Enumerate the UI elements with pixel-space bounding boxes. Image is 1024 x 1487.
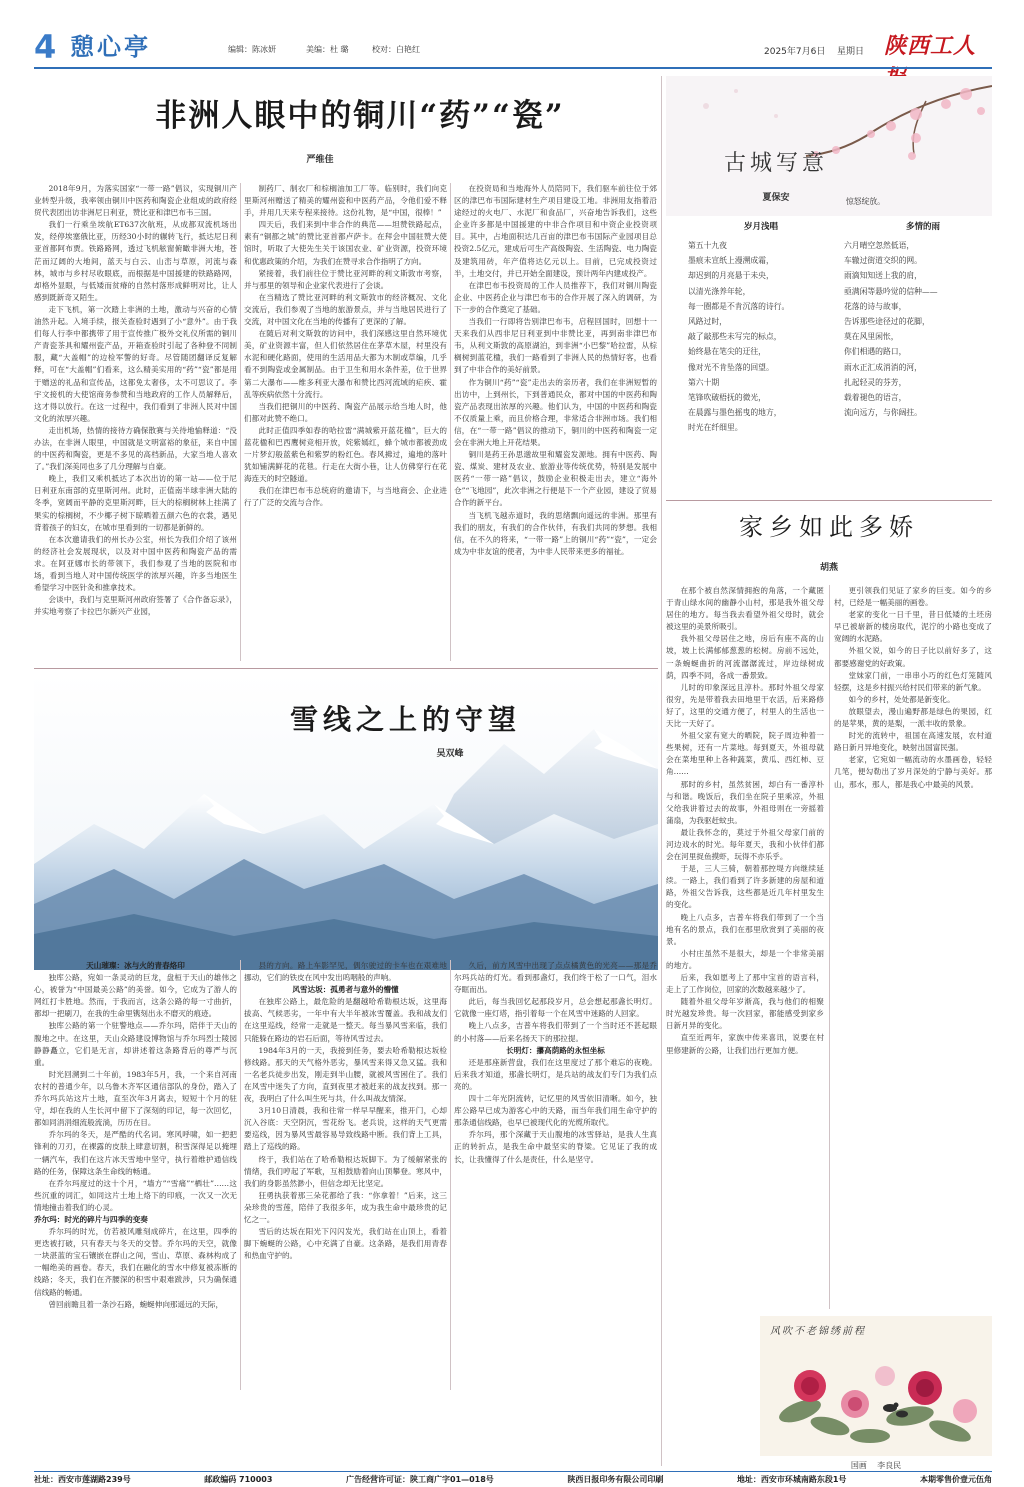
article2-title: 雪线之上的守望 [290, 703, 522, 736]
article2-author: 吴双峰 [436, 749, 464, 759]
article1-col2: 制药厂、制衣厂和棕榈油加工厂等。临别时，我们向克里斯河州赠送了精美的耀州瓷和中医药产品，令他们爱不释手，并用几天来专程来接待。这份礼物，是“中国，很棒！” 四天后，我们来到中非合作的典范——坦赞铁路起点，素有“铜都之城”的赞比亚首都卢萨卡。在拜会中国驻赞大使馆时，听取了大使先生关于该国农业、矿业资源，投资环境和优惠政策的介绍，为我们在赞寻求合作指明了方向。 紧接着，我们前往位于赞比亚河畔的利文斯敦市考察，并与那里的领导和企业家代表进行了会谈。 在当精选了赞比亚河畔的利文斯敦市的经济概况、文化交流后，我们参观了当地的旅游景点，并与当地居民进行了交流，对中国文化在当地的传播有了更深的了解。 在随后对利文斯敦的访问中，我们深感这里自然环境优美，矿业资源丰富，但人们依然居住在茅草木屋，村里没有水泥和硬化路面，使用的生活用品大都为木制或草编，几乎看不到陶瓷或金属制品。由于卫生和用水条件差，位于世界第二大瀑布——维多利亚大瀑布和赞比西河流域的疟疾、霍乱等疾病依然十分流行。 当我们把铜川的中医药、陶瓷产品展示给当地人时，他们都对此赞不绝口。 此时正值四季如春的哈拉雷“满城紫开蓝花楹”，巨大的蓝花楹和巴西鹰树竞相开放，姹紫嫣红，蜂个城市都被劲成一片梦幻般蓝紫色和紫罗的粉红色。春风拂过，遍地的落叶犹如铺满鲜花的花毯。行走在大街小巷，让人仿佛穿行在花海连天的时空隧道。 我们在津巴布韦总统府的邀请下，与当地商会、企业进行了广泛的交流与合作。 [244, 184, 447, 508]
column-divider [240, 183, 241, 661]
poem2-title: 多情的雨 [905, 222, 940, 232]
page-number: 4 [34, 28, 57, 66]
poem1-title: 岁月浅唱 [743, 222, 778, 232]
footer-print-address: 地址：西安市环城南路东段1号 [736, 1475, 847, 1484]
article1-col3: 在投资局和当地海外人员陪同下，我们驱车前往位于郊区的津巴布韦国际建材生产项目建设工地。非洲用友指着沿途经过的火电厂、水泥厂和食品厂，兴奋地告诉我们，这些企业许多都是中国援建的中非合作项目和中资企业投资项目。其中，占地面积达几百亩的津巴布韦国际产业园项目总投资2.5亿元，建成后可生产高级陶瓷、生活陶瓷、电力陶瓷及建筑用砖，年产值将达亿元以上。目前，已完成投资过半，土地交付，并已开始全面建设，预计两年内建成投产。 在津巴布韦投资局的工作人员推荐下，我们对铜川陶瓷企业、中医药企业与津巴布韦的合作开展了深入的调研，为下一步的合作奠定了基础。 当我们一行即将告别津巴布韦，启程回国时，回想十一天来我们从西非尼日利亚到中非赞比亚，再到南非津巴布韦，从利文斯敦的高原湖泊，到非洲“小巴黎”哈拉雷，从棕榈树到蓝花楹，我们一路看到了非洲人民的热情好客，也看到了中非合作的美好前景。 作为铜川“药”“瓷”走出去的亲历者，我们在非洲短暂的出访中，上到州长，下到普通民众，都对中国的中医药和陶瓷产品表现出浓厚的兴趣。他们认为，中国的中医药和陶瓷不仅质量上乘，而且价格合理，非常适合非洲市场。我们相信，在“一带一路”倡议的推动下，铜川的中医药和陶瓷一定会在非洲大地上开花结果。 铜川是药王孙思邈故里和耀瓷发源地。拥有中医药、陶瓷、煤炭、建材及农业、旅游业等传统优势，特别是发展中医药“一带一路”倡议，鼓励企业积极走出去，建立“海外仓”“飞地园”，此次非洲之行便是下一个产业园，建设了贸易合作的新平台。 当飞机飞越赤道时，我的思绪飘向遥远的非洲。那里有我们的朋友，有我们的合作伙伴，有我们共同的梦想。我相信，在不久的将来，“一带一路”上的铜川“药”“瓷”，一定会成为中非友谊的使者，为中非人民带来更多的福祉。 [454, 184, 657, 556]
designer-credit: 美编：杜 璐 [306, 45, 349, 54]
article1-title: 非洲人眼中的铜川“药”“瓷” [155, 98, 565, 134]
poem-column-title: 古城写意 [723, 151, 828, 176]
article3-col1: 在那个被自然深情拥抱的角落，一个藏匿于青山绿水间的幽静小山村，那是我外祖父母居住的地方。每当我去看望外祖父母时，就会被这里的美景所吸引。 我外祖父母居住之地，房后有座不高的山坡，坡上长满郁郁葱葱的松树。房前不远处，一条蜿蜒曲折的河流潺潺流过，岸边绿树成荫，四季不同，各成一番景致。 儿时的印象深远且淳朴。那时外祖父母家很穷，先是带着我去田地里干农活，后来路修好了，这里的交通方便了，村里人的生活也一天比一天好了。 外祖父家有宽大的晒院，院子周边种着一些果树，还有一片菜地。每到夏天，外祖母就会在菜地里种上各种蔬菜，黄瓜、西红柿、豆角…… 那时的乡村，虽然贫困，却白有一番淳朴与和谐。晚饭后，我们坐在院子里乘凉，外祖父给我讲着过去的故事，外祖母则在一旁摇着蒲扇，为我驱赶蚊虫。 最让我怀念的，莫过于外祖父母家门前的河边戏水的时光。每年夏天，我和小伙伴们都会在河里捉鱼摸虾，玩得不亦乐乎。 于是，三人三骑，朝着那控堤方向继续延续。一路上，我们看到了许多新建的房屋和道路，外祖父告诉我，这些都是近几年村里发生的变化。 晚上八点多，吉普车将我们带到了一个当地有名的景点，我们在那里欣赏到了美丽的夜景。 小村庄虽然不是很大，却是一个非常美丽的地方。 后来，我如愿考上了那中宝首的语言科，走上了工作岗位，回家的次数越来越少了。 随着外祖父母年岁渐高，我与他们的相聚时光越发珍贵。每一次回家，都能感受到家乡日新月异的变化。 直至近两年，家族中传来喜讯，说要在村里修建新的公路，让我们出行更加方便。 [666, 586, 824, 1055]
painting-inscription: 风吹不老锦绣前程 [770, 1326, 866, 1337]
footer-rule [34, 1471, 992, 1472]
column-divider [661, 76, 662, 1466]
footer-license: 广告经营许可证：陕工商广字01—018号 [345, 1475, 494, 1484]
article2-col1: 天山璀璨：冰与火的青春烙印 独库公路，宛如一条灵动的巨龙，盘桓于天山的雄伟之心，被誉为“中国最美公路”的美誉。如今，它成为了游人的网红打卡胜地。然而，于我而言，这条公路的每一寸曲折，都却一把刷刀，在我的生命里镌刻出永不磨灭的痕迹。 独库公路的第一个驻警地点——乔尔玛，陪伴于天山的腹地之中。在这里，天山众路建设博物馆与乔尔玛烈士陵园静静矗立，它们是无言，却讲述着这条路背后的尊严与沉重。 时光回溯到二十年前，1983年5月，我，一个来自河南农村的普通少年，以乌鲁木齐军区通信部队的身份，踏入了乔尔玛兵站这片土地，直至次年3月离去，短短十个月的驻守，却在我的人生长河中留下了深刻的印记，每一次回忆，都如同涓涓细流般流淌，历历在目。 乔尔玛的冬天，是严酷的代名词。寒风呼啸，如一把把锋利的刀刃，在裸露的皮肤上肆意切割，积雪深得足以掩埋一辆汽车，我们在这片冰天雪地中坚守，执行着维护通信线路的任务，保障这条生命线的畅通。 在乔尔玛度过的这十个月，“墙方”“雪痛”“栖壮”……这些沉重的词汇，如同这片土地上烙下的印痕，一次又一次无情地撞击着我们的心灵。 乔尔玛：时光的碎片与四季的变奏 乔尔玛的时光，仿若被风雕刻成碎片，在这里，四季的更迭被打破，只有春天与冬天的交替。乔尔玛的天空，就像一块湛蓝的宝石镶嵌在群山之间，雪山、草原、森林构成了一幅绝美的画卷。春天，我们在融化的雪水中修复被冻断的线路；冬天，我们在齐腰深的积雪中艰难跋涉，只为确保通信线路的畅通。 曾回前瞻且着一条沙石路，蜿蜒伸向那遥远的天际， [34, 961, 237, 1309]
issue-weekday: 星期日 [837, 47, 865, 57]
poem2-body: 六月晴空忽然低语， 车辙过街道交织的网。 雨滴知知送上我的肩， 亟满闲等悬吟觉的信种—— 花落的诗与故事， 告诉那些途径过的花脚， 莫在风里闲怅， 你们相遇的路口， 雨水正汇成消消的河， 扎起轻灵的芬芳， 载着褪色的语言， 流向远方，与你阔拄。 [844, 241, 938, 418]
column-divider [829, 585, 830, 1309]
section-divider [34, 668, 658, 669]
masthead [34, 30, 992, 66]
painting-caption [760, 1460, 992, 1471]
poem1-tail: 惊怒绽放。 [846, 197, 885, 206]
proof-credit: 校对：白艳红 [372, 45, 420, 54]
footer-address: 社址：西安市莲湖路239号 [34, 1475, 131, 1484]
issue-date: 2025年7月6日 [764, 47, 826, 57]
footer [34, 1474, 992, 1486]
page-name: 憩心亭 [70, 32, 151, 61]
article2-col3: 久后，前方风雪中出现了点点橘黄色的光亮——那是乔尔玛兵站的灯光。看到那盏灯，我们终于松了一口气，泪水夺眶而出。 此后，每当我回忆起那段岁月，总会想起那盏长明灯。它就像一座灯塔，指引着每一个在风雪中迷路的人回家。 晚上八点多，吉普车将我们带到了一个当时还不甚起眼的小村落——后来名扬天下的那拉提。 长明灯：攥高荫路的永恒坐标 还是那座新营盘，我们在这里度过了那个难忘的夜晚。后来我才知道，那盏长明灯，是兵站的战友们专门为我们点亮的。 四十二年光阴流转，记忆里的风雪依旧清晰。如今，独库公路早已成为游客心中的天路，而当年我们用生命守护的那条通信线路，也早已被现代化的光缆所取代。 乔尔玛，那个深藏于天山腹地的冰雪驿站，是我人生真正的转折点，是我生命中最坚实的脊梁。它见证了我的成长，让我懂得了什么是责任，什么是坚守。 [454, 961, 657, 1164]
peony-painting [760, 1316, 992, 1456]
column-divider [450, 183, 451, 661]
footer-printer: 陕西日报印务有限公司印刷 [567, 1475, 664, 1484]
article3-author: 胡燕 [819, 563, 838, 573]
article1-col1: 2018年9月，为落实国家“一带一路”倡议，实现铜川产业转型升级，我率领由铜川中医药和陶瓷企业组成的政府经贸代表团出访非洲尼日利亚，赞比亚和津巴布韦三国。 我们一行乘坐埃航ET637次航班，从成都双流机场出发，经停埃塞俄比亚，历经30小时的辗转飞行，抵达尼日利亚首都阿布贾。铁路路网，透过飞机舷窗俯瞰非洲大地，苍茫而辽阔的大地间，蓝天与白云、山峦与草原，河流与森林，城市与乡村尽收眼底，而根据是中国援建的铁路路网，却格外显眼，与低矮而贫瘠的自然村落形成鲜明对比，让人感到既新奇又陌生。 走下飞机，第一次踏上非洲的土地，激动与兴奋的心情油然升起。入境手续，报关查验时遇到了小“意外”。由于我们每人行李中都携带了用于宣传推广极外交礼仪所需的铜川产青瓷茶具和耀州瓷产品，开箱查验时引起了各种登不同制服，藏“大盖帽”的边检军警的好奇。尽管随团翻译反复解释，可在“大盖帽”们看来，这么精美实用的“药”“瓷”都是用于赠送的礼品和宣传品，这都免太奢侈，太不可思议了。李宇文接机的大使馆商务参赞和当地政府的工作人员解释后，这才得以放行。在这一过程中，我们看到了非洲人民对中国文化的浓厚兴趣。 走出机场，热情的接待方确保散赛与关待地愉释道：“没办法，在非洲人眼里，中国就是文明富裕的象征，来自中国的中医药和陶瓷，更是不多见的高档新品，大家当地人喜欢了。”我们深美同也多了几分理解与自豪。 晚上，我们又乘机抵达了本次出访的第一站——位于尼日利亚东南部的克里斯河州。此时，正值南半球非洲大陆的冬季，宽阔而平静的克里斯河畔，巨大的棕榈树林上挂满了果实的棕榈树，不少椰子树下晾晒着五颜六色的衣裳，遇见背着孩子的妇女，在城市里看到的一切都是新鲜的。 在本次邀请我们的州长办公室，州长为我们介绍了该州的经济社会发展现状，以及对中国中医药和陶瓷产品的需求。在阿亚娜市长的带领下，我们参观了当地的医院和市场，看到当地人对中国传统医学的浓厚兴趣，许多当地医生希望学习中医针灸和推拿技术。 会谈中，我们与克里斯河州政府签署了《合作备忘录》，并实地考察了卡拉巴尔新兴产业园， [34, 184, 237, 617]
footer-price: 本期零售价壹元伍角 [919, 1475, 992, 1484]
section-divider [666, 500, 992, 501]
article2-col2: 县的方向。路上车影罕见，偶尔驶过的卡车也在艰难地挪动，它们的铁皮在风中发出呜咽般的声响。 风雪达坂：孤勇者与意外的懵懂 在独库公路上，最危险的是翻越哈希勒根达坂，这里海拔高、气候恶劣，一年中有大半年被冰雪覆盖。我和战友们在这里巡线，经常一走就是一整天。每当暴风雪来临，我们只能躲在路边的岩石后面，等待风雪过去。 1984年3月的一天，我接到任务，要去哈希勒根达坂检修线路。那天的天气格外恶劣，暴风雪来得又急又猛。我和一名老兵徒步出发，刚走到半山腰，就被风雪困住了。我们在风雪中迷失了方向，直到夜里才被赶来的战友找到。那一夜，我明白了什么叫生死与共，什么叫战友情深。 3月10日清晨，我和往常一样早早醒来，推开门，心却沉入谷底：天空阴沉，雪花纷飞。老兵说，这样的天气更需要巡线，因为暴风雪最容易导致线路中断。我们背上工具，踏上了巡线的路。 终于，我们站在了哈希勒根达坂脚下。为了缓解紧张的情绪，我们哼起了军歌，互相鼓励着向山顶攀登。寒风中，我们的身影虽然渺小，但信念却无比坚定。 狂勇执获着那三朵花都给了我：“你拿着！”后来，这三朵珍贵的雪莲，陪伴了我很多年，成为我生命中最珍贵的记忆之一。 雪后的达坂在阳光下闪闪发光，我们站在山顶上，看着脚下蜿蜒的公路，心中充满了自豪。这条路，是我们用青春和热血守护的。 [244, 961, 447, 1261]
masthead-rule [34, 67, 992, 69]
footer-postcode: 邮政编码 710003 [204, 1475, 273, 1484]
poem-section [666, 76, 992, 496]
poem-author: 夏保安 [762, 193, 790, 203]
painting-caption-label: 国画 [850, 1461, 867, 1470]
newspaper-logo: 陕西工人 [884, 33, 977, 59]
editor-credit: 编辑：陈冰妍 [228, 45, 276, 54]
article3-col2: 更引领我们见证了家乡的巨变。如今的乡村，已经是一幅美丽的画卷。 老家的变化一日千里，昔日低矮的土坯房早已被崭新的楼房取代，泥泞的小路也变成了宽阔的水泥路。 外祖父说，如今的日子比以前好多了，这都要感谢党的好政策。 堂妹家门前，一串串小巧的红色灯笼随风轻摆，这是乡村振兴给村民们带来的新气象。 如今的乡村，处处都是新变化。 放眼望去，漫山遍野都是绿色的果园，红的是苹果，黄的是梨，一派丰收的景象。 时光的流转中，祖国在高速发展，农村道路日新月异地变化，映射出国富民强。 老家，它宛如一幅流动的水墨画卷，轻轻几笔，便勾勒出了岁月深处的宁静与美好。那山，那水，那人，都是我心中最美的风景。 [834, 586, 992, 789]
article1-author: 严维佳 [306, 155, 334, 165]
painting-artist: 李良民 [877, 1461, 902, 1470]
column-divider [240, 960, 241, 1390]
poem1-body: 第五十九夜 墨痕未宣纸上漫溯成霜， 却迟到的月亮悬于未央， 以清光涤养年轮， 每一圈都是不肯沉落的诗行。 风路过时， 敲了敲那些未写完的标点， 始终悬在笔尖的迂往， 像对光不肯坠落的回望。 第六十期 笔锋吹破梧抚的微光， 在晨露与墨色摇曳的地方， 时光在纤细里。 [688, 241, 790, 433]
article3-title: 家乡如此多娇 [739, 513, 919, 541]
column-divider [450, 960, 451, 1390]
